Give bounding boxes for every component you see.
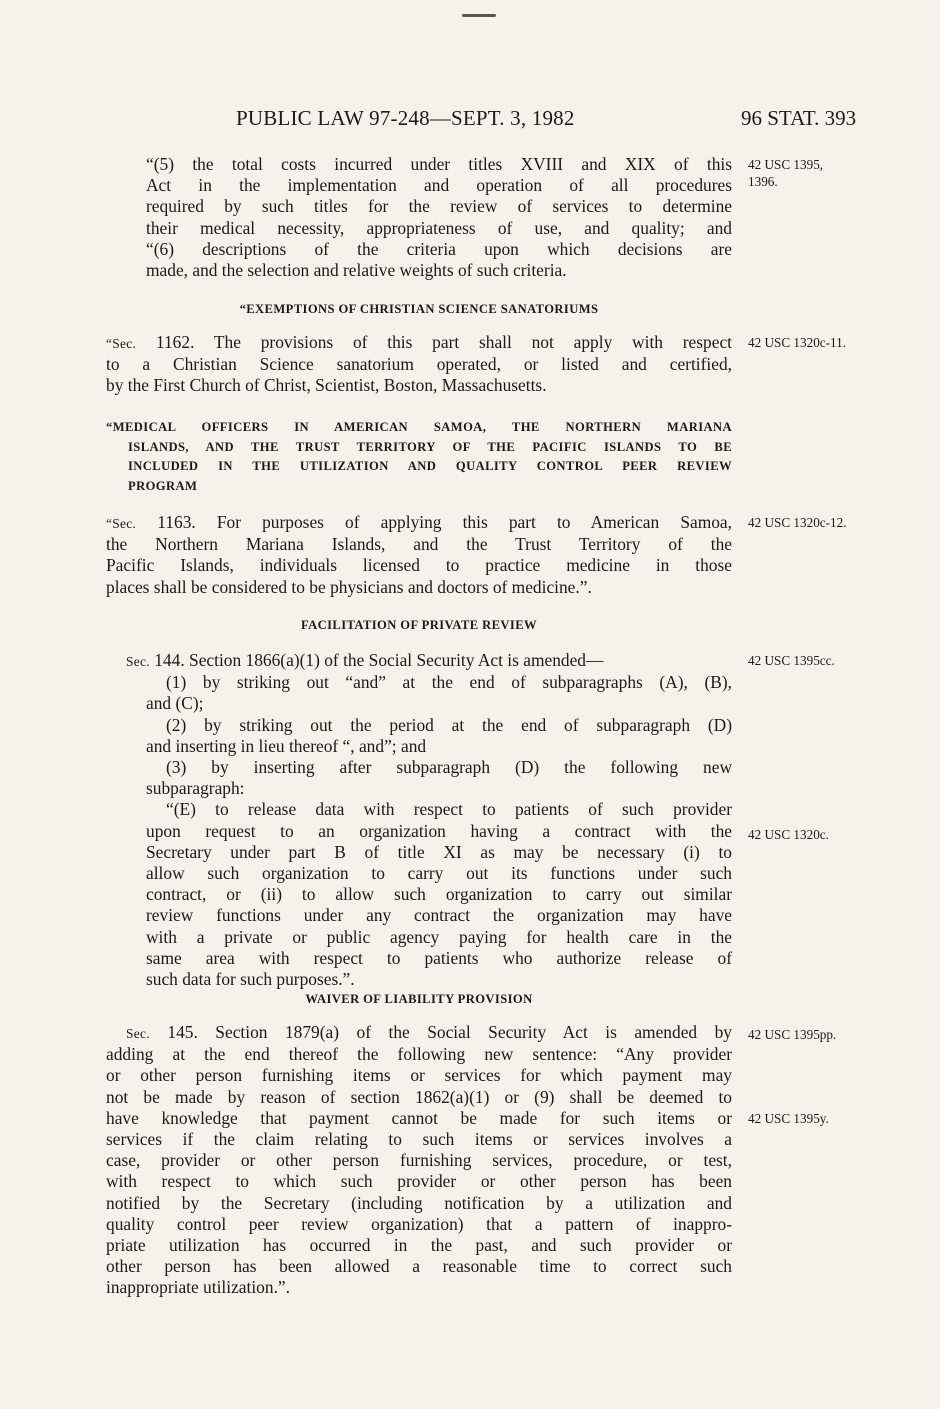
text-line: and (C); — [146, 693, 204, 714]
text-line: (3) by inserting after subparagraph (D) the following new — [166, 757, 732, 778]
text-line: notified by the Secretary (including notification by a utilization and — [106, 1192, 732, 1213]
paragraph-costs-criteria — [106, 154, 732, 281]
heading-exemptions: “EXEMPTIONS OF CHRISTIAN SCIENCE SANATORIUMS — [239, 302, 599, 316]
text-line: with respect to which such provider or other person has been — [106, 1171, 732, 1192]
sec-text: 145. Section 1879(a) of the Social Security Act is amended by — [149, 1022, 732, 1042]
text-line: places shall be considered to be physicians and doctors of medicine.”. — [106, 576, 592, 597]
text-line: priate utilization has occurred in the past, and such provider or — [106, 1235, 732, 1256]
margin-note-line: 42 USC 1395, — [748, 157, 824, 172]
margin-note-usc-1395 — [748, 156, 823, 190]
text-line: Pacific Islands, individuals licensed to practice medicine in those — [106, 555, 732, 576]
text-line — [106, 650, 732, 672]
text-line: with a private or public agency paying for health care in the — [146, 926, 732, 947]
text-line: required by such titles for the review of services to determine — [146, 196, 732, 217]
text-line: such data for such purposes.”. — [146, 969, 355, 990]
text-line: Secretary under part B of title XI as may be necessary (i) to — [146, 841, 732, 862]
heading-line: ISLANDS, AND THE TRUST TERRITORY OF THE PACIFIC ISLANDS TO BE — [128, 439, 732, 454]
text-line: case, provider or other person furnishing services, procedure, or test, — [106, 1150, 732, 1171]
margin-note-usc-1395pp: 42 USC 1395pp. — [748, 1027, 837, 1042]
sec-label: Sec. — [126, 1026, 150, 1041]
running-header-stat-page: 96 STAT. 393 — [741, 106, 857, 130]
margin-note-usc-1320c: 42 USC 1320c. — [748, 827, 829, 842]
heading-line: PROGRAM — [128, 478, 198, 493]
sec-text: 1163. For purposes of applying this part to American Samoa, — [136, 512, 732, 532]
section-1162 — [106, 332, 732, 397]
heading-medical-officers — [106, 418, 732, 496]
text-line: other person has been allowed a reasonable time to correct such — [106, 1256, 732, 1277]
text-line: “(5) the total costs incurred under titles XVIII and XIX of this — [146, 154, 732, 174]
text-line — [106, 512, 732, 534]
text-line: made, and the selection and relative weights of such criteria. — [146, 260, 567, 281]
sec-label: “Sec. — [106, 516, 137, 531]
section-1163 — [106, 512, 732, 598]
text-line: have knowledge that payment cannot be made for such items or — [106, 1107, 732, 1128]
margin-note-usc-1320c-11: 42 USC 1320c-11. — [748, 335, 847, 350]
text-line: (1) by striking out “and” at the end of subparagraphs (A), (B), — [166, 672, 732, 693]
text-line: by the First Church of Christ, Scientist, Boston, Massachusetts. — [106, 375, 547, 396]
margin-note-usc-1395cc: 42 USC 1395cc. — [748, 653, 835, 668]
text-line: same area with respect to patients who authorize release of — [146, 947, 732, 968]
text-line: their medical necessity, appropriateness of use, and quality; and — [146, 217, 732, 238]
heading-line: INCLUDED IN THE UTILIZATION AND QUALITY CONTROL PEER REVIEW — [128, 459, 732, 474]
text-line: Act in the implementation and operation of all procedures — [146, 175, 732, 196]
margin-note-line: 1396. — [748, 174, 778, 189]
text-line: contract, or (ii) to allow such organization to carry out similar — [146, 884, 732, 905]
margin-note-usc-1320c-12: 42 USC 1320c-12. — [748, 515, 847, 530]
text-line — [106, 332, 732, 354]
running-header-title: PUBLIC LAW 97-248—SEPT. 3, 1982 — [236, 106, 575, 130]
text-line: “(E) to release data with respect to patients of such provider — [166, 799, 732, 820]
text-line: or other person furnishing items or services for which payment may — [106, 1065, 732, 1086]
text-line — [106, 1022, 732, 1044]
section-144 — [106, 650, 732, 990]
text-line: (2) by striking out the period at the end of subparagraph (D) — [166, 714, 732, 735]
text-line: upon request to an organization having a contract with the — [146, 820, 732, 841]
text-line: adding at the end thereof the following new sentence: “Any provider — [106, 1044, 732, 1065]
sec-text: 1162. The provisions of this part shall not apply with respect — [136, 332, 732, 352]
text-line: to a Christian Science sanatorium operated, or listed and certified, — [106, 354, 732, 375]
section-145 — [106, 1022, 732, 1299]
heading-facilitation: FACILITATION OF PRIVATE REVIEW — [300, 618, 538, 632]
text-line: and inserting in lieu thereof “, and”; and — [146, 735, 427, 756]
heading-waiver: WAIVER OF LIABILITY PROVISION — [305, 992, 533, 1006]
margin-note-usc-1395y: 42 USC 1395y. — [748, 1111, 829, 1126]
sec-label: Sec. — [126, 654, 150, 669]
text-line: services if the claim relating to such items or services involves a — [106, 1129, 732, 1150]
sec-text: 144. Section 1866(a)(1) of the Social Security Act is amended— — [149, 650, 604, 670]
top-mark — [462, 14, 496, 17]
sec-label: “Sec. — [106, 336, 137, 351]
text-line: review functions under any contract the organization may have — [146, 905, 732, 926]
text-line: inappropriate utilization.”. — [106, 1277, 290, 1298]
heading-line: “MEDICAL OFFICERS IN AMERICAN SAMOA, THE NORTHERN MARIANA — [106, 420, 732, 434]
text-line: allow such organization to carry out its functions under such — [146, 863, 732, 884]
text-line: subparagraph: — [146, 778, 245, 799]
text-line: not be made by reason of section 1862(a)(1) or (9) shall be deemed to — [106, 1086, 732, 1107]
text-line: “(6) descriptions of the criteria upon which decisions are — [146, 238, 732, 259]
text-line: the Northern Mariana Islands, and the Trust Territory of the — [106, 534, 732, 555]
text-line: quality control peer review organization) that a pattern of inappro- — [106, 1213, 732, 1234]
